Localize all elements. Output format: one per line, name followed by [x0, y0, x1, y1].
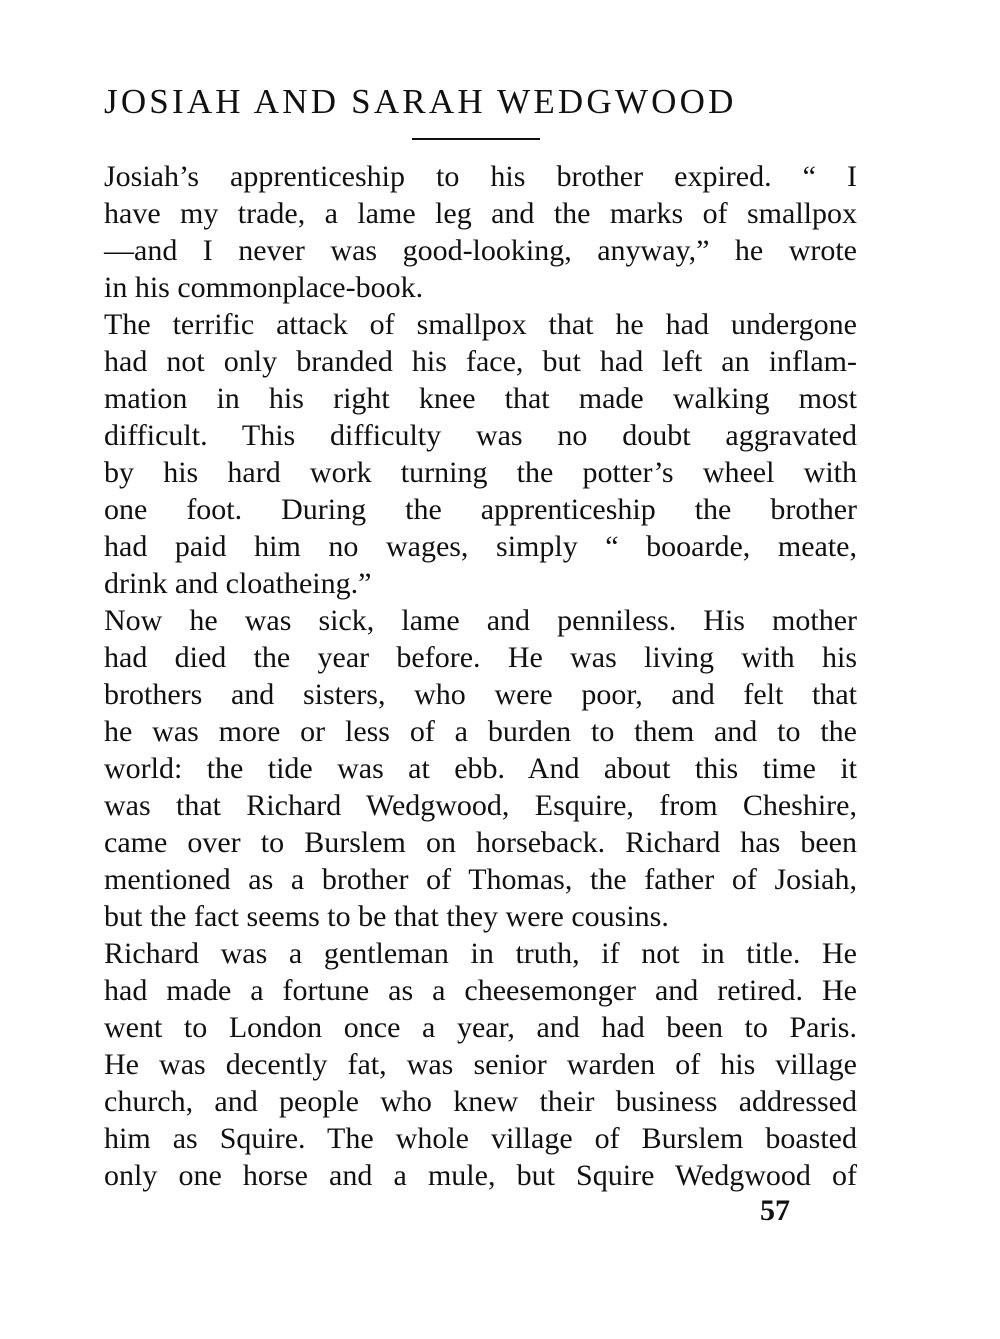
- text-line: one foot. During the apprenticeship the brother: [104, 493, 857, 526]
- text-line: went to London once a year, and had been to Paris.: [104, 1011, 857, 1044]
- running-head: JOSIAH AND SARAH WEDGWOOD: [104, 82, 737, 121]
- text-line: he was more or less of a burden to them and to the: [104, 715, 857, 748]
- text-line: Richard was a gentleman in truth, if not in title. He: [104, 937, 857, 970]
- text-line: The terrific attack of smallpox that he had undergone: [104, 308, 857, 341]
- text-line: by his hard work turning the potter’s wheel with: [104, 456, 857, 489]
- text-line: world: the tide was at ebb. And about this time it: [104, 752, 857, 785]
- text-line: had made a fortune as a cheesemonger and retired. He: [104, 974, 857, 1007]
- text-line: came over to Burslem on horseback. Richard has been: [104, 826, 857, 859]
- text-line: difficult. This difficulty was no doubt aggravated: [104, 419, 857, 452]
- head-rule: [412, 138, 540, 140]
- text-line: drink and cloatheing.”: [104, 567, 372, 600]
- text-line: him as Squire. The whole village of Burslem boasted: [104, 1122, 857, 1155]
- text-line: had died the year before. He was living with his: [104, 641, 857, 674]
- text-line: was that Richard Wedgwood, Esquire, from Cheshire,: [104, 789, 857, 822]
- text-line: —and I never was good-looking, anyway,” he wrote: [104, 234, 857, 267]
- text-line: in his commonplace-book.: [104, 271, 424, 304]
- body-text: [104, 158, 857, 1194]
- text-line: have my trade, a lame leg and the marks of smallpox: [104, 197, 857, 230]
- text-line: had paid him no wages, simply “ booarde, meate,: [104, 530, 857, 563]
- text-line: He was decently fat, was senior warden of his village: [104, 1048, 857, 1081]
- text-line: but the fact seems to be that they were cousins.: [104, 900, 669, 933]
- text-line: mentioned as a brother of Thomas, the father of Josiah,: [104, 863, 857, 896]
- text-line: church, and people who knew their business addressed: [104, 1085, 857, 1118]
- page-number: 57: [760, 1194, 790, 1227]
- text-line: brothers and sisters, who were poor, and felt that: [104, 678, 857, 711]
- text-line: only one horse and a mule, but Squire Wedgwood of: [104, 1159, 857, 1192]
- text-line: mation in his right knee that made walking most: [104, 382, 857, 415]
- paragraph: [104, 935, 857, 1194]
- paragraph: [104, 158, 857, 306]
- text-line: had not only branded his face, but had left an inflam-: [104, 345, 857, 378]
- paragraph: [104, 602, 857, 935]
- text-line: Now he was sick, lame and penniless. His mother: [104, 604, 857, 637]
- text-line: Josiah’s apprenticeship to his brother expired. “ I: [104, 160, 857, 193]
- paragraph: [104, 306, 857, 602]
